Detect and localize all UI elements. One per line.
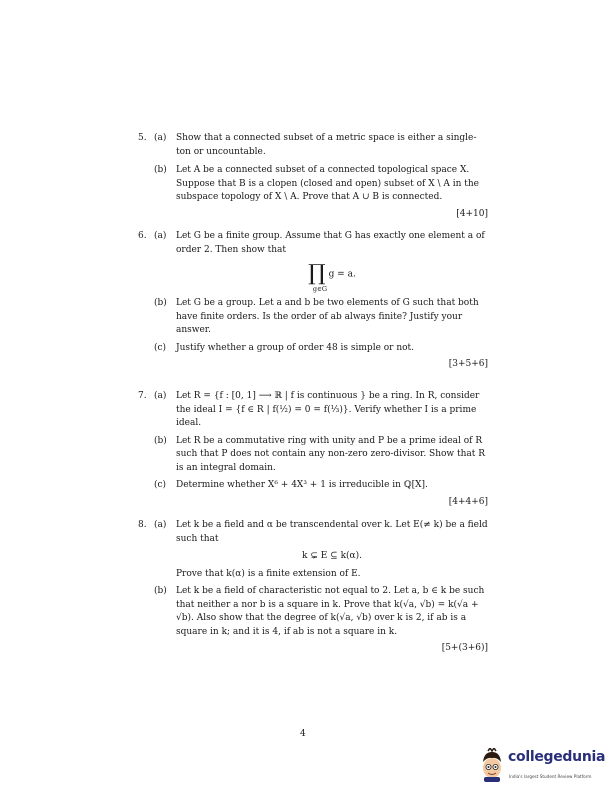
- part-text: Let G be a finite group. Assume that G has exactly one element a of order 2. Then show that: [176, 231, 485, 255]
- question-6b: [138, 297, 488, 338]
- mascot-icon: [478, 748, 506, 782]
- part-label: (b): [154, 298, 167, 308]
- part-text: Let k be a field and α be transcendental over k. Let E(≠ k) be a field such that: [176, 520, 488, 544]
- question-6c: [138, 342, 488, 356]
- marks: [3+5+6]: [448, 359, 488, 369]
- marks: [5+(3+6)]: [441, 643, 488, 653]
- page-number: 4: [300, 729, 306, 739]
- question-8a: [138, 519, 488, 581]
- question-number: 8.: [138, 520, 147, 530]
- question-5: [138, 132, 488, 221]
- question-7a: [138, 390, 488, 431]
- display-formula: k ⊊ E ⊆ k(α).: [302, 551, 362, 561]
- question-number: 6.: [138, 231, 147, 241]
- part-text: Show that a connected subset of a metric space is either a single-ton or uncountable.: [176, 133, 477, 157]
- part-text: Determine whether X⁶ + 4X³ + 1 is irreducible in ℚ[X].: [176, 480, 428, 490]
- part-text: Justify whether a group of order 48 is simple or not.: [176, 342, 415, 353]
- product-formula: [176, 263, 488, 293]
- collegedunia-logo: [478, 748, 608, 788]
- part-label: (a): [154, 231, 167, 241]
- question-number: 7.: [138, 391, 147, 401]
- part-label: (c): [154, 342, 167, 353]
- logo-text: collegedunia: [508, 749, 606, 765]
- product-body: g = a.: [328, 269, 356, 280]
- part-text: Let k be a field of characteristic not equal to 2. Let a, b ∈ k be such that neither a nor b is a square in k. Prove that k(√a, √b) = k(√a + √b). Also show that the degree of k(√a, √b) over k is 2, if ab is a square in k; and it is 4, if ab is not a square in k.: [176, 586, 485, 637]
- part-label: (a): [154, 520, 167, 530]
- question-5b: [138, 164, 488, 205]
- part-label: (c): [154, 480, 167, 490]
- part-label: (a): [154, 391, 167, 401]
- question-8b: [138, 585, 488, 639]
- question-6a: [138, 230, 488, 293]
- part-text: Let G be a group. Let a and b be two elements of G such that both have finite orders. Is the order of ab always finite? Justify your answer.: [176, 298, 479, 335]
- marks: [4+4+6]: [448, 496, 488, 507]
- part-label: (b): [154, 586, 167, 596]
- part-text: Let R = {f : [0, 1] ⟶ ℝ | f is continuous } be a ring. In R, consider the ideal I = {f ∈ R | f(½) = 0 = f(⅓)}. Verify whether I is a prime ideal.: [176, 391, 480, 428]
- question-5a: [138, 132, 488, 159]
- part-text: Let R be a commutative ring with unity and P be a prime ideal of R such that P does not contain any non-zero zero-divisor. Show that R is an integral domain.: [176, 435, 486, 473]
- logo-tagline: India's largest Student Review Platform: [509, 774, 592, 779]
- question-8: [138, 519, 488, 656]
- marks: [4+10]: [456, 208, 488, 219]
- part-label: (b): [154, 165, 167, 175]
- part-label: (b): [154, 435, 167, 446]
- question-number: 5.: [138, 133, 147, 143]
- question-6: [138, 230, 488, 372]
- product-symbol: ∏: [308, 261, 326, 286]
- question-7c: [138, 479, 488, 493]
- part-label: (a): [154, 133, 167, 143]
- question-7: [138, 390, 488, 509]
- question-7b: [138, 435, 488, 476]
- part-text-continued: Prove that k(α) is a finite extension of E.: [176, 568, 361, 579]
- part-text: Let A be a connected subset of a connected topological space X. Suppose that B is a clopen (closed and open) subset of X \ A in the subspace topology of X \ A. Prove that A ∪ B is connected.: [176, 165, 479, 202]
- product-index: g∈G: [312, 285, 328, 293]
